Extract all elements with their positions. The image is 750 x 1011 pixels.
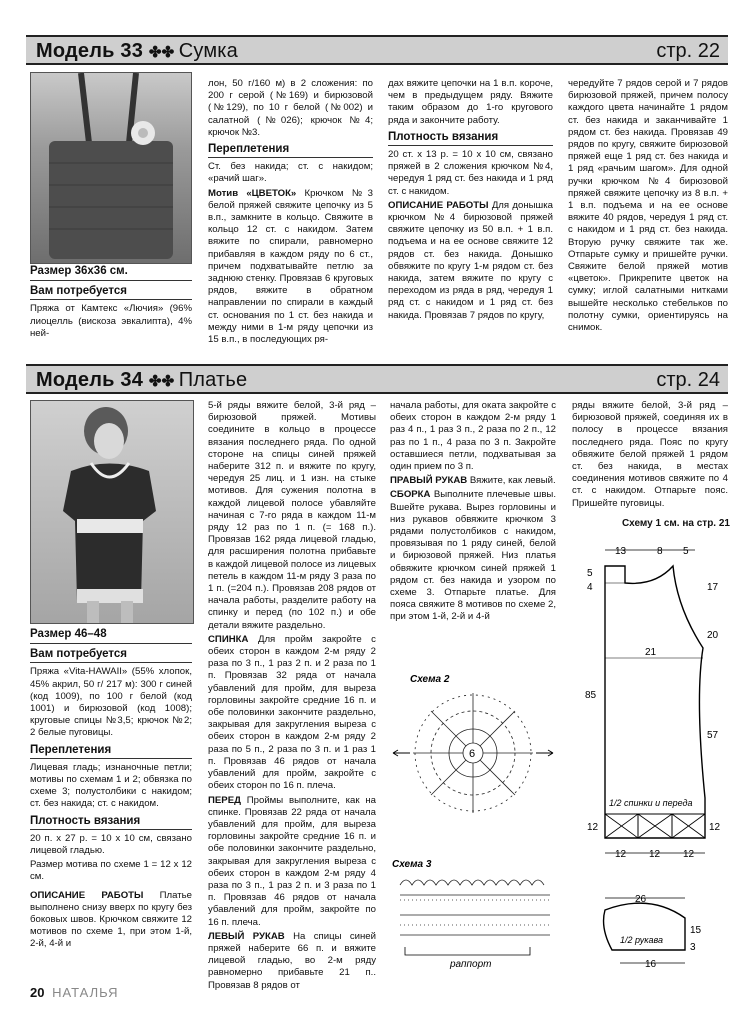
model33-work-text: Для донышка крючком №4 бирюзовой пряжей свяжите цепочку из 50 в.п. + 1 в.п. подъема и на ее основе свяжите 12 рядов ст. без накида. Донышко обвяжите по кругу 1-м рядом ст. без накида, затем вяжите по кругу с переходом из ряда в ряд, чередуя 1 ряд ст. с накидом и 1 ряд ст. без накида. Провязав 7 рядов по кругу, — [388, 199, 553, 321]
model34-assembly-label: СБОРКА — [390, 489, 431, 501]
model33-header — [26, 35, 728, 65]
magazine-name: НАТАЛЬЯ — [52, 985, 119, 1000]
sleeve-label: 1/2 рукава — [620, 935, 663, 945]
model34-col1 — [30, 628, 192, 953]
model33-motif-text: Крючком №3 белой пряжей свяжите цепочку из 5 в.п., замкните в кольцо. Свяжите в кольцо 12 ст. с накидом. Затем вяжите по спирали, равномерно прибавляя в каждом ряду по 6 ст., причем подхватывайте петлю за заднюю стенку. Провязав 6 круговых рядов, вяжите в обратном направлении по спирали в каждый ст. основания по 1 ст. без накида и между ними в 1-м ряду цепочки из 15 в.п., в последующих ря- — [208, 187, 374, 346]
model34-col3-text: начала работы, для оката закройте с обеих сторон в каждом 2-м ряду 1 раз 4 п., 1 раз 3 п., 2 раза по 2 п., 12 раз по 1 п., 4 раза по 3 п. Закройте оставшиеся петли, подхватывая за один прием по 3 п. — [390, 400, 556, 473]
model34-density-heading: Плотность вязания — [30, 815, 192, 830]
model33-col3-text: дах вяжите цепочки на 1 в.п. короче, чем в предыдущем ряду. Вяжите таким образом до 1-го кругового ряда и закончите работу. — [388, 78, 553, 126]
model33-size: Размер 36х36 см. — [30, 265, 192, 281]
pattern-diagram — [585, 538, 730, 873]
dim-sleeve-3: 3 — [690, 942, 696, 953]
model34-work-label: ОПИСАНИЕ РАБОТЫ — [30, 889, 144, 901]
model33-title: Модель 33 ✤✤ Сумка — [36, 40, 238, 62]
model33-col4 — [568, 78, 728, 336]
dim-top-13: 13 — [615, 546, 627, 557]
bag-illustration — [31, 73, 191, 263]
model34-lsleeve-label: ЛЕВЫЙ РУКАВ — [208, 930, 285, 942]
dim-top-8: 8 — [657, 546, 663, 557]
scheme-3-diagram — [390, 855, 560, 975]
dress-illustration — [31, 401, 193, 623]
model33-work-label: ОПИСАНИЕ РАБОТЫ — [388, 199, 489, 211]
model34-name: Платье — [178, 369, 248, 391]
model34-front-label: ПЕРЕД — [208, 794, 241, 806]
dim-left-12: 12 — [587, 822, 599, 833]
model34-motif-size: Размер мотива по схеме 1 = 12 х 12 см. — [30, 859, 192, 883]
model34-number: Модель 34 — [36, 369, 144, 391]
bag-photo — [30, 72, 192, 264]
model34-rsleeve-text: Вяжите, как левый. — [469, 475, 556, 487]
model34-rsleeve-label: ПРАВЫЙ РУКАВ — [390, 475, 468, 487]
model33-weaves-heading: Переплетения — [208, 143, 373, 158]
page-footer — [30, 985, 118, 1000]
model33-density-heading: Плотность вязания — [388, 131, 553, 146]
model34-col3 — [390, 400, 556, 626]
model34-back-label: СПИНКА — [208, 633, 249, 645]
model34-need-heading: Вам потребуется — [30, 648, 192, 663]
scheme-1-reference: Схему 1 см. на стр. 21 — [621, 518, 730, 529]
model34-col2-text: 5-й ряды вяжите белой, 3-й ряд – бирюзовой пряжей. Мотивы соедините в кольцо в процессе вязания последнего ряда. По одной стороне на спицы синей пряжей наберите 312 п. и вяжите по кругу, чередуя 25 лиц. и 1 изн. на стыке мотивов. Для сужения полотна в каждой лицевой полосе убавляйте начиная с 7-го ряда в каждом 11-м ряду 12 раз по 1 п. (= 168 п.). Провязав 162 ряда лицевой гладью, для расширения полотна прибавьте в каждой лицевой полосе из лицевых петель в каждом 11-м ряду 3 раза по 1 п. (=204 п.). Провязав 208 рядов от начала работы, разделите работу на спинку и перед (по 102 п.) и обе детали вяжите раздельно. — [208, 400, 376, 631]
model33-need-heading: Вам потребуется — [30, 285, 192, 300]
model33-name: Сумка — [178, 40, 238, 62]
model33-density-text: 20 ст. х 13 р. = 10 х 10 см, связано пряжей в 2 сложения крючком №4, чередуя 1 ряд ст. без накида и 1 ряд ст. с накидом. — [388, 149, 553, 197]
pattern-label: 1/2 спинки и переда — [609, 798, 693, 808]
model33-col2 — [208, 78, 373, 348]
dim-bottom-12a: 12 — [615, 849, 627, 860]
dim-bottom-12c: 12 — [683, 849, 695, 860]
dim-bottom-12b: 12 — [649, 849, 661, 860]
model34-lsleeve-text: На спицы синей пряжей наберите 66 п. и вяжите лицевой гладью, во 2-м ряду равномерно прибавьте 21 п.. Провязав 8 рядов от — [208, 930, 376, 991]
model34-weaves-heading: Переплетения — [30, 744, 192, 759]
dim-width-21: 21 — [645, 647, 657, 658]
model34-col2 — [208, 400, 376, 994]
model33-motif-label: Мотив «ЦВЕТОК» — [208, 187, 297, 199]
model34-front-text: Проймы выполните, как на спинке. Провязав 22 ряда от начала убавлений для пройм, для выреза горловины закройте средние 16 п. и обе половинки закончите раздельно, закрывая для закругления выреза с обеих сторон в каждом 2-м ряду 4 раза по 3 п., 1 раз 2 п. и 3 раза по 1 п. Провязав 46 рядов от начала убавлений для пройм, закройте по 16 п. плеча. — [208, 794, 377, 928]
page-number: 20 — [30, 985, 45, 1000]
model33-weaves-text: Ст. без накида; ст. с накидом; «рачий шаг». — [208, 161, 373, 185]
scheme-2-diagram — [388, 668, 558, 828]
scheme-3-label: Схема 3 — [392, 859, 432, 870]
model34-need-text: Пряжа «Vita-HAWAII» (55% хлопок, 45% акрил, 50 г/ 217 м): 300 г синей (код 1009), по 100 г белой (код 1001) и бирюзовой (код 1008); круговые спицы №3,5; крючок №2; 2 белые пуговицы. — [30, 666, 192, 739]
scheme-3-rapport-label: раппорт — [450, 959, 492, 970]
dim-right-57: 57 — [707, 730, 719, 741]
model33-col3 — [388, 78, 553, 324]
model34-title: Модель 34 ✤✤ Платье — [36, 369, 248, 391]
dim-top-5: 5 — [683, 546, 689, 557]
model34-col4-text: ряды вяжите белой, 3-й ряд – бирюзовой пряжей, соединяя их в полосу в процессе вязания последнего ряда. Пояс по кругу обвяжите белой пряжей 1 рядом ст. без накида, в местах соединения мотивов свяжите по 4 ст. с накидом. Отпарьте пояс. Пришейте пуговицы. — [572, 400, 728, 509]
dim-right-12: 12 — [709, 822, 721, 833]
model34-weaves-text: Лицевая гладь; изнаночные петли; мотивы по схемам 1 и 2; обвязка по схеме 3; полустолбики с накидом; ст. без накида; ст. с накидом. — [30, 761, 192, 810]
model34-header — [26, 364, 728, 394]
dim-right-20: 20 — [707, 630, 719, 641]
model34-col4 — [572, 400, 728, 512]
model33-number: Модель 33 — [36, 40, 144, 62]
dim-left-4: 4 — [587, 582, 593, 593]
model34-size: Размер 46–48 — [30, 628, 192, 644]
model34-work-text: Платье выполнено снизу вверх по кругу без боковых швов. Крючком свяжите 12 мотивов по схеме 1, при этом 1-й, 2-й, 4-й и — [30, 889, 193, 950]
model33-need-text: Пряжа от Камтекс «Лючия» (96% лиоцелль (вискоза эвкалипта), 4% ней- — [30, 303, 192, 339]
dim-sleeve-15: 15 — [690, 925, 702, 936]
model34-density-text: 20 п. х 27 р. = 10 х 10 см, связано лицевой гладью. — [30, 832, 192, 857]
model33-col1 — [30, 265, 192, 342]
model34-assembly-text: Выполните плечевые швы. Вшейте рукава. Вырез горловины и низ рукавов обвяжите крючком 3 рядами полустолбиков с накидом, провязывая по 1 ряду синей, белой и бирюзовой пряжей. Низ платья обвяжите крючком синей пряжей 1 рядом ст. без накида и узором по схеме 3. Отпарьте платье. Для пояса свяжите 8 мотивов по схеме 2, при этом 1-й, 2-й и 4-й — [390, 489, 556, 623]
dim-sleeve-26: 26 — [635, 894, 647, 905]
model34-page-ref: стр. 24 — [656, 369, 720, 391]
model33-col4-text: чередуйте 7 рядов серой и 7 рядов бирюзовой пряжей, причем полосу каждого цвета начинайте 1 рядом ст. без накида и заканчивайте 1 рядом ст. без накида. Провязав 49 рядов по кругу, свяжите бирюзовой пряжей еще 1 ряд ст. без накида и 1 ряд «рачьим шагом». Для одной ручки крючком №4 бирюзовой пряжей свяжите цепочку из 8 в.п. + 1 в.п. подъема и на ее основе вяжите 40 рядов, чередуя 1 ряд ст. с накидом и 1 ряд ст. без накида. Вторую ручку свяжите так же. Отпарьте сумку и пришейте ручки. Свяжите белой пряжей мотив «цветок». Прикрепите цветок на сумку; иглой салатными нитками вышейте несколько стебельков по полотну сумки, ориентируясь на снимок. — [568, 78, 728, 334]
dress-photo — [30, 400, 194, 624]
sleeve-pattern-diagram — [590, 888, 730, 978]
scheme-2-center-number: 6 — [469, 748, 476, 760]
dim-sleeve-16: 16 — [645, 959, 657, 970]
dim-left-5: 5 — [587, 568, 593, 579]
scheme-2-label: Схема 2 — [410, 674, 450, 685]
dim-right-17: 17 — [707, 582, 719, 593]
dim-height-85: 85 — [585, 690, 597, 701]
model33-page-ref: стр. 22 — [656, 40, 720, 62]
model33-need-text-cont: лон, 50 г/160 м) в 2 сложения: по 200 г серой (№169) и бирюзовой (№129), по 10 г белой (№002) и салатной (№026); крючок №4; крючок №3. — [208, 78, 373, 138]
model34-back-text: Для пройм закройте с обеих сторон в каждом 2-м ряду 2 раза по 3 п., 1 раз 2 п. и 2 раза по 1 п. Провязав 32 ряда от начала убавлений для пройм, для выреза горловины закройте средние 16 п. и обе половинки закончите раздельно, закрывая для закругления выреза с обеих сторон в каждом 2-м ряду 2 раза по 5 п., 2 раза по 3 п. и 1 раз 1 п. Провязав 46 рядов от начала убавлений для пройм, закройте с обеих сторон по 16 п. плеча. — [208, 633, 376, 792]
